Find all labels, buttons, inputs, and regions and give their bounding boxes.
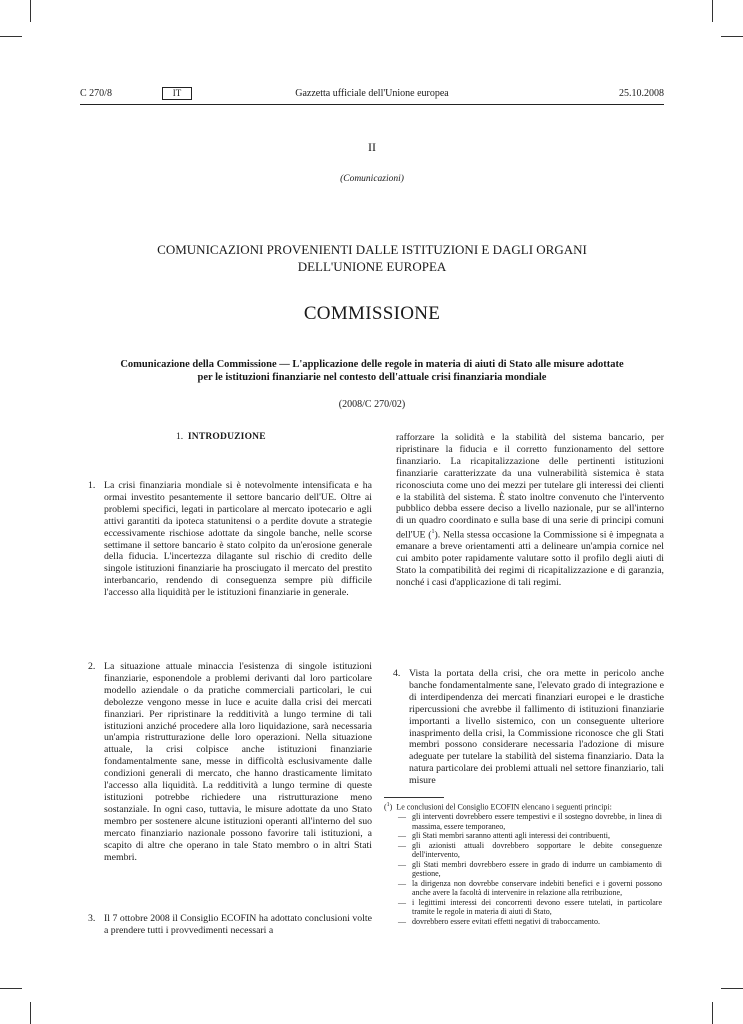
dash-bullet: — [398, 897, 406, 907]
paragraph-2 [88, 661, 372, 863]
footnote-item [398, 917, 662, 927]
paragraph-text: Vista la portata della crisi, che ora mette in pericolo anche banche fondamentalmente sane, l'elevato grado di integrazione e di interdipendenza dei mercati finanziari europei e le drastiche ripercussioni che avrebbe il fallimento di istituzioni finanziarie importanti a livello sistemico, con un conseguente ulteriore inasprimento della crisi, la Commissione riconosce che gli Stati membri possono considerare necessaria l'adozione di misure adeguate per tutelare la stabilità del sistema finanziario. Data la natura particolare dei problemi attuali nel settore finanziario, tali misure [409, 668, 664, 787]
crop-mark [721, 988, 743, 989]
footnote-item [398, 860, 662, 879]
paragraph-1 [88, 480, 372, 599]
publication-date: 25.10.2008 [619, 88, 664, 99]
footnote-item [398, 812, 662, 831]
dash-bullet: — [398, 840, 406, 850]
part-subtitle: (Comunicazioni) [340, 174, 404, 184]
crop-mark [0, 36, 22, 37]
footnote-reference[interactable]: 1 [431, 529, 435, 536]
language-box: IT [162, 87, 192, 100]
crop-mark [0, 988, 22, 989]
document-title: Comunicazione della Commissione — L'applicazione delle regole in materia di aiuti di Stato alle misure adottate per le istituzioni finanziarie nel contesto dell'attuale crisi finanziaria mondiale [120, 359, 624, 383]
dash-bullet: — [398, 812, 406, 822]
footnote-item-text: gli interventi dovrebbero essere tempestivi e il sostegno dovrebbe, in linea di massima, essere temporaneo, [412, 812, 662, 831]
paragraph-text: rafforzare la solidità e la stabilità del sistema bancario, per ripristinare la fiducia e il corretto funzionamento del settore finanziario. La ricapitalizzazione delle pertinenti istituzioni finanziarie caratterizzate da una vulnerabilità sistemica è stata riconosciuta come uno dei mezzi per tutelare gli interessi dei clienti e la stabilità del sistema. È stato inoltre convenuto che l'intervento pubblico debba essere deciso a livello nazionale, pur se all'interno di un quadro coordinato e sulla base di una serie di principi comuni dell'UE ($^1$). Nella stessa occasione la Commissione si è impegnata a emanare a breve orientamenti atti a delineare un'ampia cornice nel cui ambito poter rapidamente valutare sotto il profilo degli aiuti di Stato la compatibilità dei regimi di ricapitalizzazione e di garanzia, nonché i casi d'applicazione di tali regimi. [396, 432, 664, 589]
footnote-item-text: dovrebbero essere evitati effetti negativi di traboccamento. [412, 916, 600, 926]
paragraph-text: Il 7 ottobre 2008 il Consiglio ECOFIN ha adottato conclusioni volte a prendere tutti i provvedimenti necessari a [104, 913, 372, 936]
footnote-item [398, 898, 662, 917]
paragraph-3 [88, 913, 372, 937]
institution-heading: COMMISSIONE [303, 303, 441, 324]
footnote-item-text: i legittimi interessi dei concorrenti devono essere tutelati, in particolare tramite le regole in materia di aiuti di Stato, [412, 897, 662, 917]
paragraph-number: 2. [88, 661, 96, 672]
page-code: C 270/8 [80, 88, 112, 99]
dash-bullet: — [398, 916, 406, 926]
journal-header [80, 88, 664, 102]
crop-mark [30, 1002, 31, 1024]
header-rule [80, 104, 664, 105]
paragraph-number: 3. [88, 913, 96, 924]
footnote-intro: ($^1$) Le conclusioni del Consiglio ECOFIN elencano i seguenti principi: [384, 802, 612, 812]
crop-mark [30, 0, 31, 22]
crop-mark [712, 0, 713, 22]
dash-bullet: — [398, 859, 406, 869]
footnote-rule [384, 797, 444, 798]
footnote-list [384, 812, 662, 926]
section-label: INTRODUZIONE [187, 432, 266, 442]
footnote-item [398, 831, 662, 841]
footnote-item-text: gli Stati membri dovrebbero essere in grado di indurre un cambiamento di gestione, [412, 859, 662, 879]
footnote-item-text: la dirigenza non dovrebbe conservare indebiti benefici e i governi possono anche avere la facoltà di intervenire in relazione alla retribuzione, [412, 878, 662, 898]
dash-bullet: — [398, 878, 406, 888]
dash-bullet: — [398, 831, 406, 841]
footnote-item [398, 841, 662, 860]
paragraph-4 [393, 668, 664, 787]
section-title [176, 432, 266, 442]
footnote-item-text: gli Stati membri saranno attenti agli interessi dei contribuenti, [412, 831, 610, 841]
section-number: 1. [176, 432, 184, 442]
journal-name: Gazzetta ufficiale dell'Unione europea [295, 88, 449, 99]
section-heading: COMUNICAZIONI PROVENIENTI DALLE ISTITUZIONI E DAGLI ORGANI DELL'UNIONE EUROPEA [157, 242, 587, 274]
footnote [384, 801, 662, 926]
paragraph-text: La crisi finanziaria mondiale si è notevolmente intensificata e ha ormai investito pesantemente il settore bancario dell'UE. Oltre ai problemi specifici, legati in particolare al mercato ipotecario e agli attivi garantiti da ipoteca statunitensi o a perdite dovute a strategie eccessivamente rischiose adottate da singole banche, nelle scorse settimane il settore bancario è stato colpito da un'erosione generale della fiducia. L'incertezza dilagante sul rischio di credito delle singole istituzioni finanziarie ha prosciugato il mercato del prestito interbancario, rendendo di conseguenza sempre più difficile l'accesso alla liquidità per le istituzioni finanziarie in generale. [104, 480, 372, 599]
footnote-item-text: gli azionisti attuali dovrebbero sopportare le debite conseguenze dell'intervento, [412, 840, 662, 860]
paragraph-number: 1. [88, 480, 96, 491]
crop-mark [712, 1002, 713, 1024]
paragraph-text: La situazione attuale minaccia l'esistenza di singole istituzioni finanziarie, esponendole a problemi derivanti dal loro particolare modello aziendale o da pratiche commerciali particolari, le cui debolezze vengono messe in luce e acuite dalla crisi dei mercati finanziari. Per ripristinare la redditività a lungo termine di tali istituzioni anziché procedere alla loro liquidazione, sarà necessaria un'ampia ristrutturazione delle loro operazioni. Nella situazione attuale, la crisi colpisce anche istituzioni finanziarie fondamentalmente sane, messe in difficoltà esclusivamente dalle condizioni generali di mercato, che hanno drasticamente limitato l'accesso alla liquidità. La redditività a lungo termine di queste istituzioni potrebbe richiedere una ristrutturazione meno sostanziale. In ogni caso, tuttavia, le misure adottate da uno Stato membro per sostenere alcune istituzioni operanti all'interno del suo mercato finanziario nazionale possono favorire tali istituzioni, a scapito di altre che operano in tale Stato membro o in altri Stati membri. [104, 661, 372, 863]
paragraph-number: 4. [393, 668, 401, 679]
document-reference: (2008/C 270/02) [338, 399, 406, 410]
crop-mark [721, 36, 743, 37]
paragraph-3-continued [396, 432, 664, 589]
footnote-mark: 1 [386, 802, 390, 808]
part-number: II [368, 140, 376, 154]
footnote-item [398, 879, 662, 898]
